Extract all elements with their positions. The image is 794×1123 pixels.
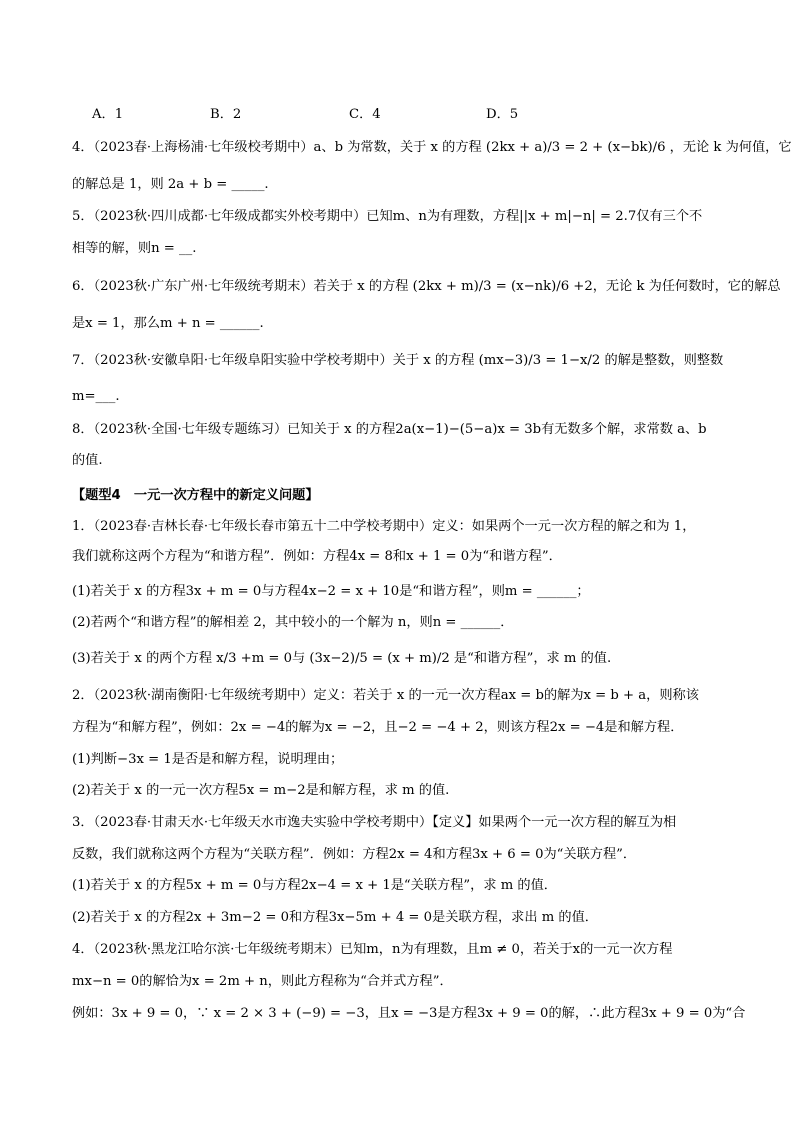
p2-line1: 2．（2023秋·湖南衡阳·七年级统考期中）定义：若关于 x 的一元一次方程ax = b的解为x = b + a，则称该 [72, 688, 699, 703]
p2-line2: 方程为“和解方程”，例如：2x = −4的解为x = −2，且−2 = −4 + 2，则该方程2x = −4是和解方程． [72, 720, 684, 735]
q5-line2: 相等的解，则n = __. [72, 241, 197, 256]
option-d: D．5 [486, 107, 519, 122]
p4-line2: mx−n = 0的解恰为x = 2m + n，则此方程称为“合并式方程”． [72, 974, 453, 989]
p4-line1: 4．（2023秋·黑龙江哈尔滨·七年级统考期末）已知m，n为有理数，且m ≠ 0，若关于x的一元一次方程 [72, 942, 673, 957]
q7-line2: m=___. [72, 389, 120, 404]
q8-line2: 的值. [72, 453, 103, 468]
p3-line2: 反数，我们就称这两个方程为“关联方程”．例如：方程2x = 4和方程3x + 6 = 0为“关联方程”． [72, 847, 637, 862]
p2-sub1: (1)判断−3x = 1是否是和解方程，说明理由； [72, 752, 344, 767]
option-c: C．4 [349, 107, 381, 122]
p1-sub2: (2)若两个“和谐方程”的解相差 2，其中较小的一个解为 n，则n = ______． [72, 615, 514, 630]
p1-sub1: (1)若关于 x 的方程3x + m = 0与方程4x−2 = x + 10是“和谐方程”，则m = ______； [72, 584, 590, 599]
q8-line1: 8．（2023秋·全国·七年级专题练习）已知关于 x 的方程2a(x−1)−(5−a)x = 3b有无数多个解，求常数 a、b [72, 422, 707, 437]
option-a: A．1 [92, 107, 124, 122]
p1-sub3: (3)若关于 x 的两个方程 x/3 +m = 0与 (3x−2)/5 = (x + m)/2 是“和谐方程”，求 m 的值. [72, 651, 612, 666]
option-b: B．2 [210, 107, 242, 122]
p1-line1: 1．（2023春·吉林长春·七年级长春市第五十二中学校考期中）定义：如果两个一元一次方程的解之和为 1， [72, 519, 696, 534]
p1-line2: 我们就称这两个方程为“和谐方程”．例如：方程4x = 8和x + 1 = 0为“和谐方程”． [72, 549, 562, 564]
q6-line2: 是x = 1，那么m + n = ______. [72, 316, 264, 331]
p4-line3: 例如：3x + 9 = 0，∵ x = 2 × 3 + (−9) = −3，且x = −3是方程3x + 9 = 0的解，∴此方程3x + 9 = 0为“合 [72, 1006, 746, 1021]
p3-line1: 3．（2023春·甘肃天水·七年级天水市逸夫实验中学校考期中）【定义】如果两个一元一次方程的解互为相 [72, 815, 677, 830]
p3-sub1: (1)若关于 x 的方程5x + m = 0与方程2x−4 = x + 1是“关联方程”，求 m 的值． [72, 878, 557, 893]
q4-line1: 4．（2023春·上海杨浦·七年级校考期中）a、b 为常数，关于 x 的方程 (2kx + a)/3 = 2 + (x−bk)/6 ，无论 k 为何值，它 [72, 140, 792, 155]
q6-line1: 6．（2023秋·广东广州·七年级统考期末）若关于 x 的方程 (2kx + m)/3 = (x−nk)/6 +2，无论 k 为任何数时，它的解总 [72, 279, 781, 294]
q5-line1: 5．（2023秋·四川成都·七年级成都实外校考期中）已知m、n为有理数，方程||x + m|−n| = 2.7仅有三个不 [72, 209, 703, 224]
p2-sub2: (2)若关于 x 的一元一次方程5x = m−2是和解方程，求 m 的值. [72, 783, 450, 798]
p3-sub2: (2)若关于 x 的方程2x + 3m−2 = 0和方程3x−5m + 4 = 0是关联方程，求出 m 的值． [72, 910, 598, 925]
q4-line2: 的解总是 1，则 2a + b = _____. [72, 177, 269, 192]
section-title: 【题型4 一元一次方程中的新定义问题】 [72, 488, 319, 503]
q7-line1: 7．（2023秋·安徽阜阳·七年级阜阳实验中学校考期中）关于 x 的方程 (mx−3)/3 = 1−x/2 的解是整数，则整数 [72, 353, 724, 368]
